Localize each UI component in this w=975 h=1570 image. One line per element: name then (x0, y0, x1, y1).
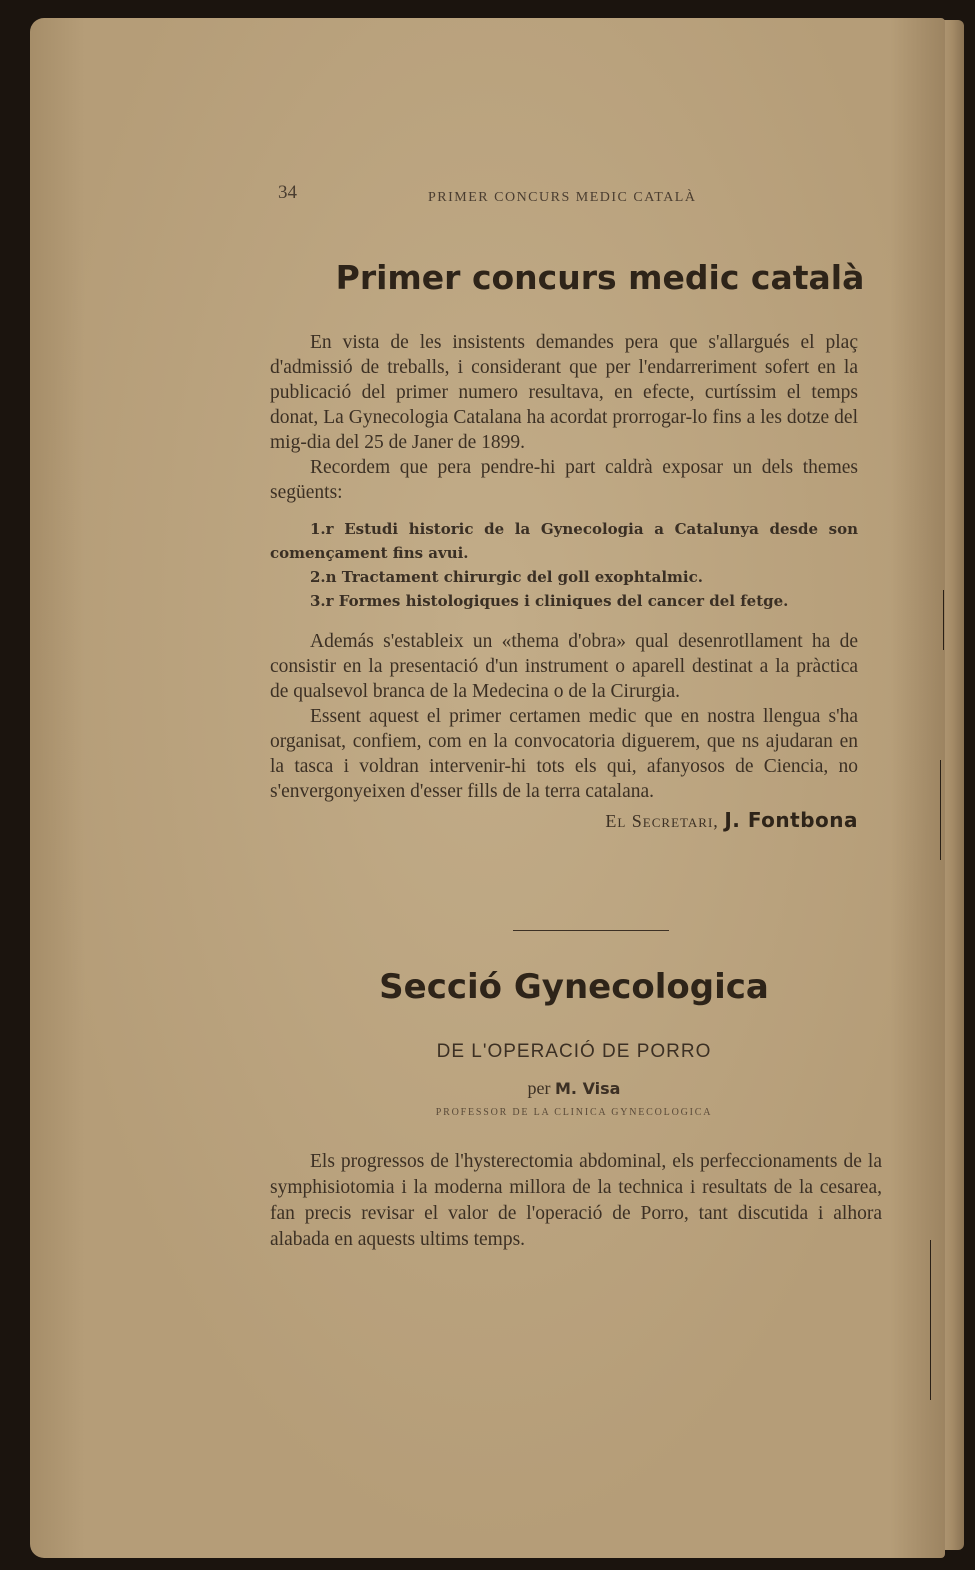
paragraph: Essent aquest el primer certamen medic que en nostra llengua s'ha organisat, confiem, com en la convocatoria diguerem, que ns ajudaran en la tasca i voldran intervenir-hi tots els qui, afanyosos de Ciencia, no s'envergonyeixen d'esser fills de la terra catalana. (270, 706, 858, 802)
article-body (270, 1149, 882, 1253)
themes-list (270, 517, 858, 613)
paragraph: Els progressos de l'hysterectomia abdominal, els perfeccionaments de la symphisiotomia i la moderna millora de la technica i resultats de la cesarea, fan precis revisar el valor de l'operació de Porro, tant discutida i alhora alabada en aquests ultims temps. (270, 1151, 882, 1250)
running-header (278, 182, 838, 212)
signature-name: J. Fontbona (724, 808, 858, 832)
section-title: Secció Gynecologica (379, 967, 769, 1007)
theme-item: 1.r Estudi historic de la Gynecologia a Catalunya desde son començament fins avui. (270, 520, 858, 562)
article-body (270, 330, 858, 834)
theme-item: 3.r Formes histologiques i cliniques del cancer del fetge. (310, 592, 789, 610)
paragraph: En vista de les insistents demandes pera que s'allargués el plaç d'admissió de treballs, i considerant que per l'endarreriment sofert en la publicació del primer numero resultava, en efecte, curtíssim el temps donat, La Gynecologia Catalana ha acordat prorrogar-lo fins a les dotze del mig-dia del 25 de Janer de 1899. (270, 332, 858, 453)
section-divider (513, 930, 669, 931)
theme-item: 2.n Tractament chirurgic del goll exophtalmic. (310, 568, 703, 586)
signature-role: El Secretari, (605, 811, 719, 831)
article-subtitle: DE L'OPERACIÓ DE PORRO (436, 1041, 712, 1062)
margin-mark (943, 590, 944, 650)
margin-mark (940, 760, 941, 860)
author-prefix: per (527, 1078, 551, 1098)
article-title: Primer concurs medic català (335, 258, 865, 297)
author-name: M. Visa (555, 1079, 621, 1098)
signature (270, 808, 858, 834)
margin-mark (930, 1240, 931, 1400)
running-title: PRIMER CONCURS MEDIC CATALÀ (428, 190, 697, 205)
author-line (270, 1078, 878, 1099)
paragraph: Además s'estableix un «thema d'obra» qual desenrotllament ha de consistir en la presentació d'un instrument o aparell destinat a la pràctica de qualsevol branca de la Medecina o de la Cirurgia. (270, 631, 858, 702)
paragraph: Recordem que pera pendre-hi part caldrà exposar un dels themes següents: (270, 457, 858, 503)
page-number: 34 (278, 182, 297, 203)
author-role: PROFESSOR DE LA CLINICA GYNECOLOGICA (435, 1107, 713, 1118)
